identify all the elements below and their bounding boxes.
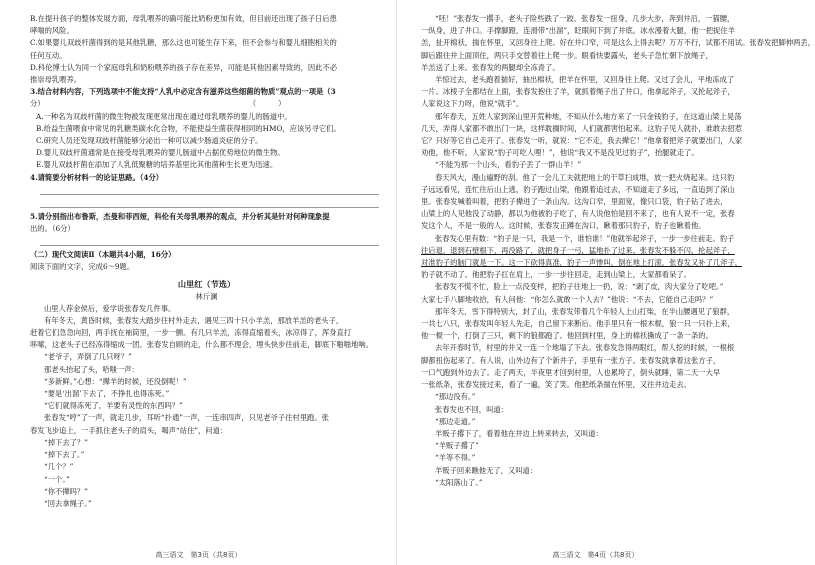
option-e: E.婴儿双歧杆菌在添加了人乳低聚糖的培养基里比其他菌种生长更为迅速。 [36,160,278,170]
text-line: C.如果婴儿双歧杆菌得到的是其他乳糖，那么这也可能生存下来，但不会参与和婴儿细胞相关的 [30,38,337,48]
text-line: 里。张春发喊着叫着，把豹子撵进了一条山沟。这沟口窄，里面宽，像只口袋，豹子钻了进去， [421,197,728,207]
left-page [0,0,397,565]
text-line: 劝他，他不听，人家说“豹子可吃人哩！”，他说“我又不是没见过豹子”，抬腿就走了。 [421,148,699,158]
text-line: 羊贩子撂下了，看着他在井边上转来转去，又叫道： [435,428,603,438]
text-line: 羊惊过去，老头跑着揣好，抽出棉袄，把羊在怀里，又回身往上爬。又过了会儿，平地冻成了 [435,75,735,85]
text-line: 那年冬天，雪下得特别大，封了山，张春发带着几个年轻人上山打柴，在半山腰遇见了狼群， [435,306,735,316]
text-line: 任何互动。 [30,50,67,60]
text-line: 大家七手八脚地收拾，有人问他：“你怎么就敢一个人去？”他说：“不去，它能自己走吗？” [421,294,714,304]
text-line: 人家说这下力呀，他说“就手”。 [421,99,524,109]
text-line: 哮喘的风险。 [30,26,74,36]
text-line: D.科伦博士认为同一个家庭母乳和奶粉喂养的孩子存在差异，可能是其他因素导致的，因此不必 [30,62,338,72]
dialogue-line: “它们就得冻死了，羊要有灵性的东西吗？” [44,401,183,411]
text-line: 张春发“哼”了一声，就走几步，耳听“扑通”一声，一连串四声，只见老爷子往村里跑。张 [44,413,329,423]
dialogue-line: “那边走道。” [435,416,476,426]
answer-line[interactable] [40,185,379,195]
dialogue-line: “你不撵吗？” [44,486,88,496]
option-d: D.婴儿双歧杆菌通常是在接受母乳喂养的婴儿肠道中占据优势地位的微生物。 [36,148,285,158]
text-line: 哆嗦，这老头子已经冻得缩成一团。张春发自顾的走，什么都不理会，埋头快步往前走，脚底下啪啪地响。 [30,340,373,350]
question-3: 3.结合材料内容，下列选项中不能支持“人乳中必定含有滋养这些细菌的物质”观点的一项是（3 [30,87,336,97]
text-line: 春发飞步追上，一手抓住老头子的肩头，喝声“站住”，问道： [30,425,228,435]
text-line: 子远远看见，连忙往后山上逃，豹子跑过山梁，他跟着追过去，不知道走了多远，一直追到了深山 [421,184,735,194]
dialogue-line: “多新鲜。”心想：“撵羊的时候，还没倒呢！” [44,376,187,386]
option-b: B.给益生菌喂食中常见的乳糖类碳水化合物，不能使益生菌获得相同的HMO，应该另寻它们。 [36,123,341,133]
text-line: 张春发不慌不忙，脸上一点没变样，把豹子往地上一扔，说：“剥了皮，肉大家分了吃吧。” [435,282,724,292]
option-a: A.一种名为双歧杆菌的微生物被发现更常出现在通过母乳喂养的婴儿的肠道中。 [36,111,292,121]
answer-line[interactable] [40,236,379,246]
dialogue-line: “几个？” [44,462,74,472]
text-line: 羔，扯开棉袄，揣在怀里，又回身往上爬。好在井口窄，可是这么上得去呢？万万不行，试都不用试。张春发把脚伸两丢， [421,38,815,48]
text-line: 出的。（6分） [30,224,75,234]
text-line: “呸！”张春发一撂手，老头子险些跌了一跤。张春发一扭身，几步大步，奔到井沿，一猫腰， [435,14,735,23]
dialogue-line: “一个。” [44,474,70,484]
passage-title: 山里红（节选） [177,278,236,289]
text-line: 春天风大，漫山遍野的刮。他了一会儿工夫就把地上的干草扫成堆，放一把火烧起来。这只豹 [435,172,735,182]
dialogue-line: “羊等不得。” [435,453,476,463]
text-line: 几天，弄得人家都不敢出门一块，这样耽搁时间，人们就都害怕起来。这豹子见人就扑，谁敢去招惹 [421,123,743,133]
dialogue-line: “不能为那一个山头，看豹子丢了一群山羊！” [435,160,582,170]
text-line: 它？只好等它自己走开了。张春发一听，就说：“它不走，我去撵它！”他拿着把斧子就要出门，人家 [421,136,743,146]
text-line: 张春发心里有数：“豹子是一只，我是一个，谁怕谁！”他就举起斧子，一步一步往前走。豹子 [435,233,735,243]
text-line: B.在提升孩子的整体发展方面，母乳喂养的确可能比奶粉更加有效，但目前还出现了孩子日后患 [30,14,337,23]
passage-author: 林斤澜 [195,291,218,301]
text-line: 他一棍一个，打倒了三只，剩下的狼都跑了。他回到村里，身上的棉袄撕成了一条一条的。 [421,331,713,341]
text-line: 山里人荐金侯后，爱学说张春发几件事。 [44,303,176,313]
text-line: 张春发也不回，叫道： [435,404,508,414]
dialogue-line: “太阳落山了。” [435,477,483,487]
text-line: 一张纸条，张春发接过来，看了一遍，笑了笑。他把纸条揣在怀里，又往井边走去。 [421,380,691,390]
text-line: 赶着它们急急向回，两手抚在袖筒里，一步一颤。有几只羊羔，冻得直缩着头，冰凉得了，浑身直打 [30,328,352,338]
dialogue-line: “要是‘出溜’下去了，不挣扎也得冻死。” [44,389,170,399]
text-line: 分） （ ） [30,99,286,109]
text-line: 山梁上的人见他没了动静，都以为他被豹子吃了，有人说他怕是回不来了，也有人说不一定，张春 [421,209,735,219]
text-line: 推崇母乳喂养。 [30,75,82,85]
text-line: 豹子就不动了。他把豹子扛在肩上，一步一步往回走，走到山梁上，大家都看呆了。 [421,270,691,280]
text-line: 那老头抬起了头，哈嗤一声： [44,364,139,374]
question-4: 4.请简要分析材料一的论证思路。（4分） [30,172,164,182]
text-line: 那年春天，五姓人家到深山里开荒种地，不知从什么地方来了一只金钱豹子，在这道山梁上晃荡 [435,111,742,121]
dialogue-line: “掉下去了。” [44,450,85,460]
text-line: 羊羔送了上来。张春发的两腿却全冻青了。 [421,62,560,72]
underlined-text-line: 对准豹子的脑门就是一下。这一下砍得真准，豹子一声惨叫，倒在地上打滚，张春发又补了几斧子， [421,258,743,268]
underlined-text-line: 往后退，退到石壁根下，再没路了，就把身子一弓，猛地扑了过来。张春发不躲不闪，抡起斧子， [421,245,735,255]
text-line: 一纵身，进了井口。手撑脚蹬，连滑带“出溜”，眨眼间下到了井底。冰水漫着大腿，他一把捉住羊 [421,26,735,36]
text-line: 有年冬天，黄昏时候，张春发大踏步往村外走去，遇见三四十只小羊羔，那放羊羔的老头子， [44,315,344,325]
text-line: 去年开春时节，村里的井又一连一个地塌了下去。张春发急得两眼红，帮人挖的时候，一根根 [435,343,735,353]
right-page [397,0,815,565]
text-line: 发这个人，不是一般的人。这时候，张春发正蹲在沟口，瞅着那只豹子，豹子也瞅着他。 [421,221,706,231]
dialogue-line: “回去拿绳子。” [44,498,92,508]
page-footer: 高三语文 第3页（共8页） [155,551,242,559]
text-line: 一口气跑到外边去了。走了两天，半夜里才回到村里，人也累垮了，倒头就睡，第二天一大早 [421,367,721,377]
option-c: C.研究人员还发现双歧杆菌能够分泌出一种可以减少肠道炎症的分子。 [36,136,263,146]
dialogue-line: “掉下去了？” [44,437,88,447]
answer-line[interactable] [40,198,379,208]
text-line: 脚后跟往井上面顶住，两只手交替着往上爬一步。眼看快要露头，老头子急忙朝下放绳子， [421,50,713,60]
text-line: 一共七八只，张春发叫年轻人先走，自己留下来断后。他手里只有一根木棍，狼一只一只扑上来， [421,319,735,329]
page-footer: 高三语文 第4页（共8页） [552,551,639,559]
instruction: 阅读下面的文字，完成6～9题。 [30,262,135,272]
text-line: 一片。冰棱子全都结在上面，张春发抱住了羊，就抓着绳子出了井口，他拿起斧子，又抡起斧子， [421,87,735,97]
question-5: 5.请分别指出布鲁斯，杰曼和菲西娅，科伦有关母乳喂养的观点，并分析其是针对何种现象提 [30,211,330,221]
text-line: 脚都扭伤起来了。有人说，山外边有了个新井子，手里有一张方子。张春发就拿着这张方子， [421,355,721,365]
dialogue-line: “老爷子，弄倒了几只呀？” [44,352,132,362]
text-line: 羊贩子回来瞧他无了，又叫道： [435,465,538,475]
section-heading: （二）现代文阅读Ⅱ（本题共4小题，16分） [30,250,176,260]
dialogue-line: “那边没有。” [435,392,476,402]
dialogue-line: “羊贩子撂了” [435,441,479,451]
